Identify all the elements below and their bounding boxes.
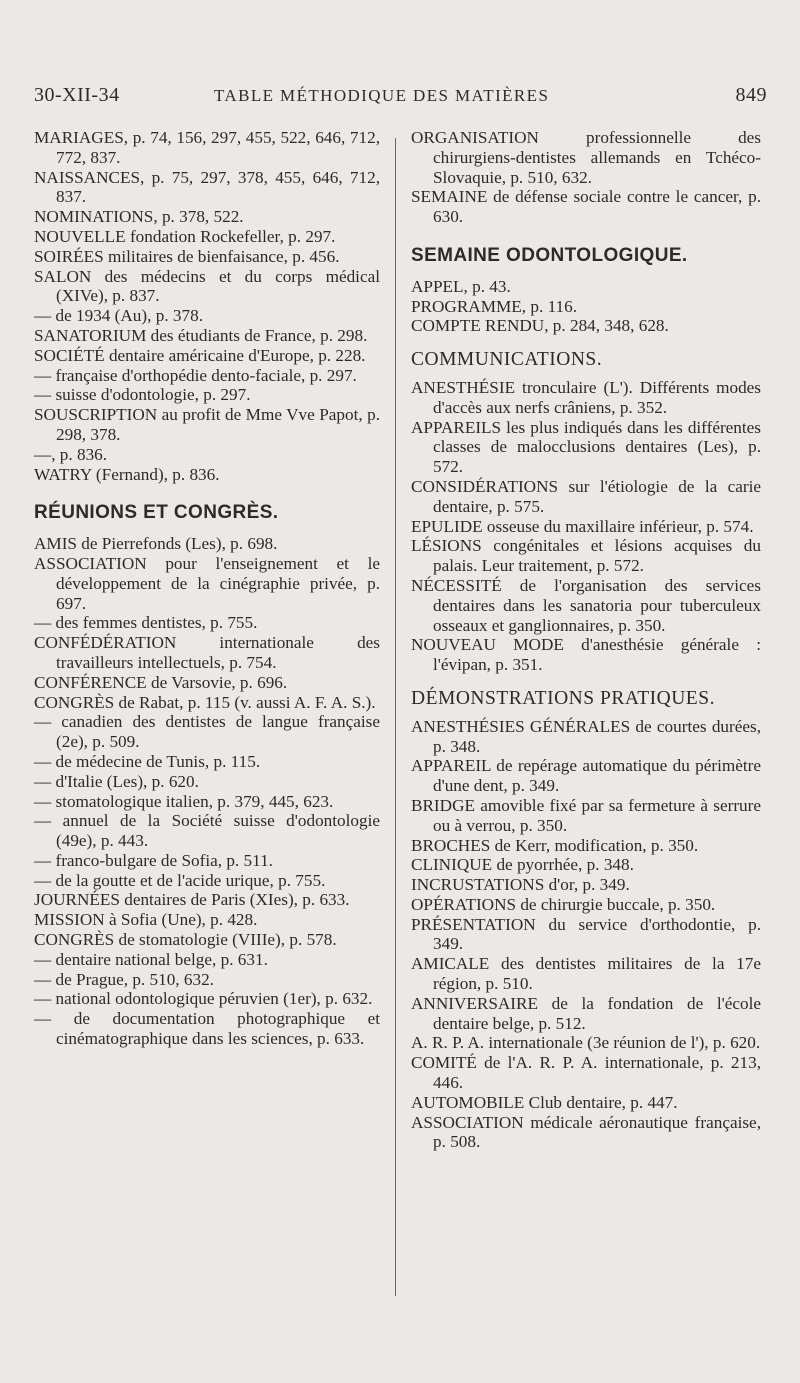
index-entry: CONGRÈS de stomatologie (VIIIe), p. 578.	[34, 930, 337, 950]
index-entry: — de la goutte et de l'acide urique, p. 755.	[34, 870, 326, 890]
index-entry: NOMINATIONS, p. 378, 522.	[34, 207, 244, 227]
index-entry: ASSOCIATION médicale aéronautique française, p. 508.	[411, 1112, 761, 1152]
index-entry: WATRY (Fernand), p. 836.	[34, 464, 220, 484]
section-heading: RÉUNIONS ET CONGRÈS.	[34, 502, 279, 524]
index-entry: INCRUSTATIONS d'or, p. 349.	[411, 875, 630, 895]
index-entry: NOUVELLE fondation Rockefeller, p. 297.	[34, 226, 336, 246]
index-entry: — des femmes dentistes, p. 755.	[34, 613, 258, 633]
index-entry: NAISSANCES, p. 75, 297, 378, 455, 646, 712, 837.	[34, 167, 380, 207]
index-entry: SOCIÉTÉ dentaire américaine d'Europe, p. 228.	[34, 345, 366, 365]
index-entry: — canadien des dentistes de langue française (2e), p. 509.	[34, 712, 380, 752]
index-entry: ASSOCIATION pour l'enseignement et le développement de la cinégraphie privée, p. 697.	[34, 553, 380, 613]
right-column	[411, 128, 761, 1152]
section-heading: SEMAINE ODONTOLOGIQUE.	[411, 244, 688, 266]
index-entry: JOURNÉES dentaires de Paris (XIes), p. 633.	[34, 890, 350, 910]
index-entry: AMICALE des dentistes militaires de la 17e région, p. 510.	[411, 954, 761, 994]
index-entry: COMPTE RENDU, p. 284, 348, 628.	[411, 316, 669, 336]
index-entry: —, p. 836.	[34, 444, 108, 464]
index-entry: — stomatologique italien, p. 379, 445, 623.	[34, 791, 334, 811]
index-entry: APPAREIL de repérage automatique du périmètre d'une dent, p. 349.	[411, 756, 761, 796]
header-title: TABLE MÉTHODIQUE DES MATIÈRES	[214, 86, 550, 105]
index-entry: CONFÉRENCE de Varsovie, p. 696.	[34, 672, 288, 692]
index-entry: — annuel de la Société suisse d'odontologie (49e), p. 443.	[34, 811, 380, 851]
index-entry: SALON des médecins et du corps médical (XIVe), p. 837.	[34, 266, 380, 306]
index-entry: — franco-bulgare de Sofia, p. 511.	[34, 850, 273, 870]
index-entry: PROGRAMME, p. 116.	[411, 296, 578, 316]
index-entry: SANATORIUM des étudiants de France, p. 298.	[34, 325, 368, 345]
index-entry: SOIRÉES militaires de bienfaisance, p. 456.	[34, 246, 340, 266]
index-entry: — de documentation photographique et cinématographique dans les sciences, p. 633.	[34, 1009, 380, 1049]
index-entry: A. R. P. A. internationale (3e réunion de l'), p. 620.	[411, 1033, 761, 1053]
index-entry: ANESTHÉSIES GÉNÉRALES de courtes durées, p. 348.	[411, 716, 761, 756]
index-entry: SOUSCRIPTION au profit de Mme Vve Papot, p. 298, 378.	[34, 405, 380, 444]
page-header	[34, 84, 767, 118]
index-entry: — française d'orthopédie dento-faciale, p. 297.	[34, 365, 357, 385]
index-entry: BRIDGE amovible fixé par sa fermeture à serrure ou à verrou, p. 350.	[411, 795, 761, 835]
index-entry: AUTOMOBILE Club dentaire, p. 447.	[411, 1092, 678, 1112]
index-entry: NÉCESSITÉ de l'organisation des services dentaires dans les sanatoria pour tuberculeux osseaux et ganglionnaires, p. 350.	[411, 575, 761, 635]
index-entry: APPAREILS les plus indiqués dans les différentes classes de malocclusions dentaires (Les), p. 572.	[411, 417, 761, 477]
index-entry: CONSIDÉRATIONS sur l'étiologie de la carie dentaire, p. 575.	[411, 476, 761, 516]
index-entry: SEMAINE de défense sociale contre le cancer, p. 630.	[411, 187, 761, 227]
index-entry: APPEL, p. 43.	[411, 276, 511, 296]
index-entry: — de Prague, p. 510, 632.	[34, 969, 214, 989]
index-entry: ANESTHÉSIE tronculaire (L'). Différents modes d'accès aux nerfs crâniens, p. 352.	[411, 377, 761, 417]
index-entry: CONGRÈS de Rabat, p. 115 (v. aussi A. F. A. S.).	[34, 692, 376, 712]
index-entry: COMITÉ de l'A. R. P. A. internationale, p. 213, 446.	[411, 1053, 761, 1093]
index-entry: AMIS de Pierrefonds (Les), p. 698.	[34, 534, 278, 554]
column-divider	[395, 138, 396, 1296]
header-date: 30-XII-34	[34, 84, 120, 106]
index-entry: ANNIVERSAIRE de la fondation de l'école dentaire belge, p. 512.	[411, 993, 761, 1033]
index-entry: PRÉSENTATION du service d'orthodontie, p. 349.	[411, 914, 761, 954]
subsection-heading: COMMUNICATIONS.	[411, 349, 603, 371]
index-entry: — de 1934 (Au), p. 378.	[34, 306, 203, 326]
index-entry: CONFÉDÉRATION internationale des travailleurs intellectuels, p. 754.	[34, 633, 380, 672]
index-entry: NOUVEAU MODE d'anesthésie générale : l'évipan, p. 351.	[411, 635, 761, 675]
index-entry: EPULIDE osseuse du maxillaire inférieur, p. 574.	[411, 516, 754, 536]
index-entry: — de médecine de Tunis, p. 115.	[34, 751, 261, 771]
index-entry: MISSION à Sofia (Une), p. 428.	[34, 910, 258, 930]
index-entry: — d'Italie (Les), p. 620.	[34, 771, 199, 791]
left-column	[34, 128, 380, 1049]
index-entry: OPÉRATIONS de chirurgie buccale, p. 350.	[411, 894, 716, 914]
index-entry: — national odontologique péruvien (1er), p. 632.	[34, 989, 373, 1009]
index-entry: BROCHES de Kerr, modification, p. 350.	[411, 835, 699, 855]
index-entry: — dentaire national belge, p. 631.	[34, 949, 268, 969]
index-entry: MARIAGES, p. 74, 156, 297, 455, 522, 646, 712, 772, 837.	[34, 128, 380, 167]
index-entry: — suisse d'odontologie, p. 297.	[34, 385, 251, 405]
page-number: 849	[735, 84, 767, 106]
index-entry: LÉSIONS congénitales et lésions acquises du palais. Leur traitement, p. 572.	[411, 536, 761, 576]
subsection-heading: DÉMONSTRATIONS PRATIQUES.	[411, 687, 715, 709]
index-entry: CLINIQUE de pyorrhée, p. 348.	[411, 855, 634, 875]
index-entry: ORGANISATION professionnelle des chirurgiens-dentistes allemands en Tchéco-Slovaquie, p. 510, 632.	[411, 128, 761, 187]
